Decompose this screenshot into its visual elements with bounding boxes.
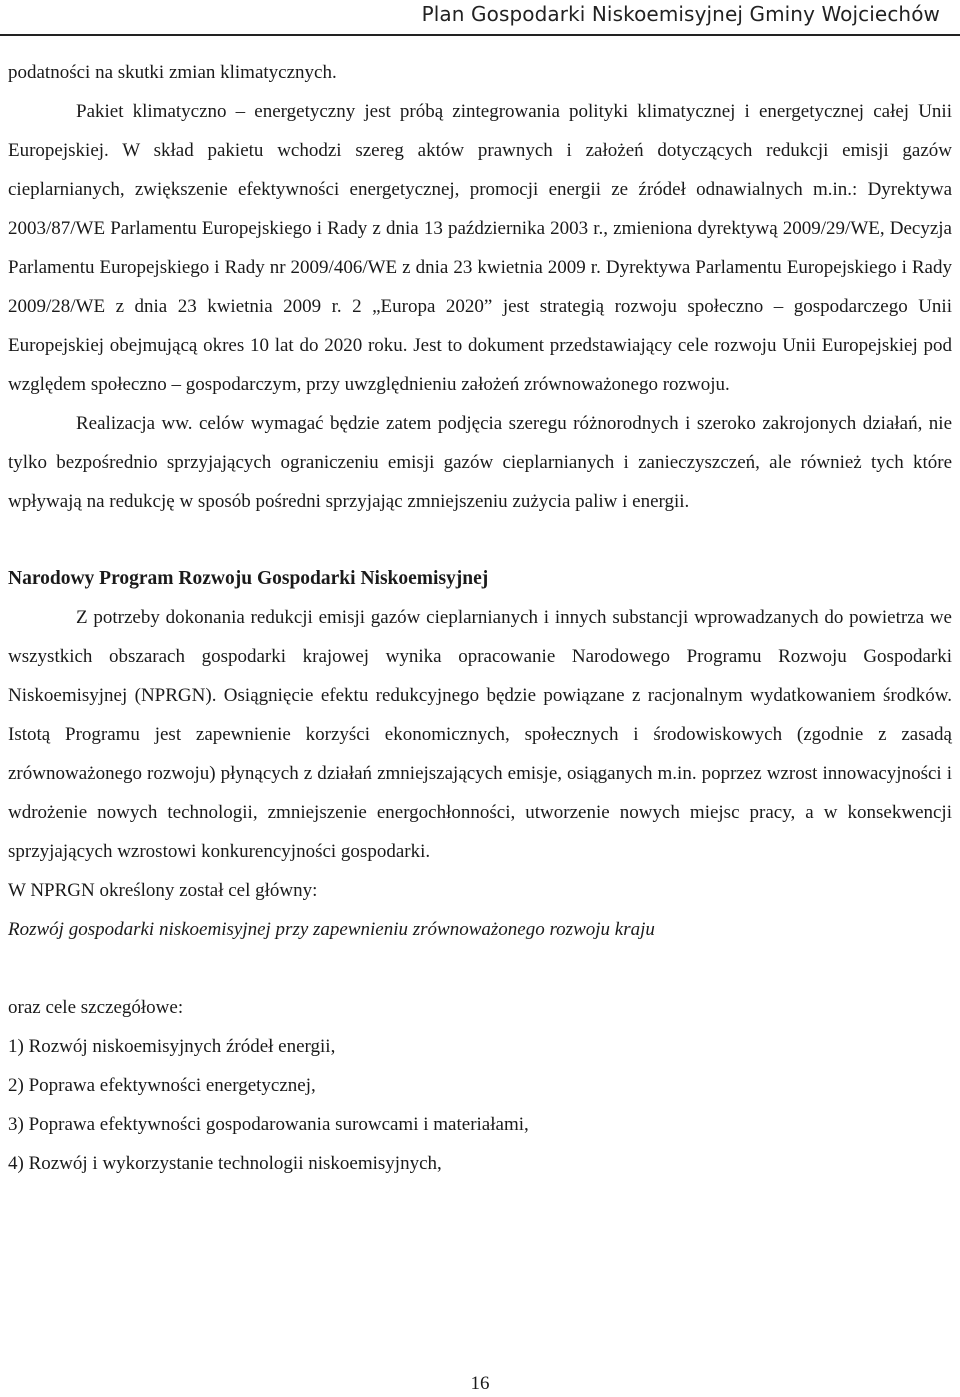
paragraph-climate-package: Pakiet klimatyczno – energetyczny jest próbą zintegrowania polityki klimatycznej i energetycznej całej Unii Europejskiej. W skład pakietu wchodzi szereg aktów prawnych i założeń dotyczących redukcji emisji gazów cieplarnianych, zwiększenie efektywności energetycznej, promocji energii ze źródeł odnawialnych m.in.: Dyrektywa 2003/87/WE Parlamentu Europejskiego i Rady z dnia 13 października 2003 r., zmieniona dyrektywą 2009/29/WE, Decyzja Parlamentu Europejskiego i Rady nr 2009/406/WE z dnia 23 kwietnia 2009 r. Dyrektywa Parlamentu Europejskiego i Rady 2009/28/WE z dnia 23 kwietnia 2009 r. 2 „Europa 2020” jest strategią rozwoju społeczno – gospodarczego Unii Europejskiej obejmującą okres 10 lat do 2020 roku. Jest to dokument przedstawiający cele rozwoju Unii Europejskiej pod względem społeczno – gospodarczym, przy uwzględnieniu założeń zrównoważonego rozwoju. <box>8 101 952 395</box>
header-divider <box>0 34 960 36</box>
page-header-title: Plan Gospodarki Niskoemisyjnej Gminy Wojciechów <box>421 2 940 26</box>
detailed-goals-intro: oraz cele szczegółowe: <box>8 997 184 1018</box>
goal-item-3: 3) Poprawa efektywności gospodarowania surowcami i materiałami, <box>8 1114 529 1135</box>
page-number: 16 <box>470 1373 490 1394</box>
goal-item-2: 2) Poprawa efektywności energetycznej, <box>8 1075 316 1096</box>
main-goal-intro: W NPRGN określony został cel główny: <box>8 880 318 901</box>
goal-item-4: 4) Rozwój i wykorzystanie technologii niskoemisyjnych, <box>8 1153 442 1174</box>
section-heading: Narodowy Program Rozwoju Gospodarki Niskoemisyjnej <box>8 568 489 589</box>
paragraph-nprgn: Z potrzeby dokonania redukcji emisji gazów cieplarnianych i innych substancji wprowadzanych do powietrza we wszystkich obszarach gospodarki krajowej wynika opracowanie Narodowego Programu Rozwoju Gospodarki Niskoemisyjnej (NPRGN). Osiągnięcie efektu redukcyjnego będzie powiązane z racjonalnym wydatkowaniem środków. Istotą Programu jest zapewnienie korzyści ekonomicznych, społecznych i środowiskowych (zgodnie z zasadą zrównoważonego rozwoju) płynących z działań zmniejszających emisje, osiąganych m.in. poprzez wzrost innowacyjności i wdrożenie nowych technologii, zmniejszenie energochłonności, utworzenie nowych miejsc pracy, a w konsekwencji sprzyjających wzrostowi konkurencyjności gospodarki. <box>8 607 952 862</box>
document-body <box>8 53 952 1183</box>
goal-item-1: 1) Rozwój niskoemisyjnych źródeł energii, <box>8 1036 336 1057</box>
paragraph-realization: Realizacja ww. celów wymagać będzie zatem podjęcia szeregu różnorodnych i szeroko zakrojonych działań, nie tylko bezpośrednio sprzyjających ograniczeniu emisji gazów cieplarnianych i zanieczyszczeń, ale również tych które wpływają na redukcję w sposób pośredni sprzyjając zmniejszeniu zużycia paliw i energii. <box>8 413 952 512</box>
main-goal: Rozwój gospodarki niskoemisyjnej przy zapewnieniu zrównoważonego rozwoju kraju <box>8 919 655 940</box>
spacer <box>8 949 952 988</box>
paragraph-continuation: podatności na skutki zmian klimatycznych. <box>8 62 337 83</box>
